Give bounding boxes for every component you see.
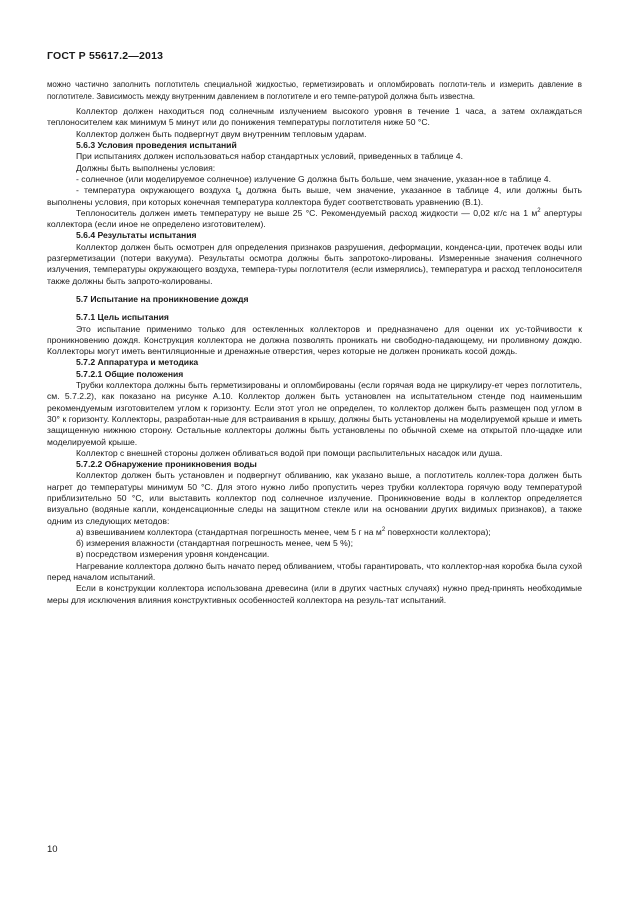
paragraph: Коллектор с внешней стороны должен обливаться водой при помощи распылительных насадок или душа. — [76, 447, 503, 458]
paragraph: - солнечное (или моделируемое солнечное) излучение G должна быть больше, чем значение, указан-ное в таблице 4. — [76, 173, 551, 184]
text-run: - температура окружающего воздуха t — [76, 185, 239, 196]
list-item: в) посредством измерения уровня конденсации. — [76, 549, 270, 560]
paragraph: При испытаниях должен использоваться набор стандартных условий, приведенных в таблице 4. — [76, 151, 463, 162]
paragraph: Коллектор должен быть осмотрен для определения признаков разрушения, деформации, конденса-ции, протечек воды или разгерметизации (потери вакуума). Результаты осмотра должны быть запротоко-лированы. Измеренные значения солнечного излучения, температуры окружающего воздуха, темпера-туры поглотителя (если измерялись), температура и расход теплоносителя также должны быть запрото-колированы. — [47, 241, 582, 286]
superscript: 2 — [381, 526, 386, 533]
document-header: ГОСТ Р 55617.2—2013 — [47, 50, 164, 62]
subscript: a — [238, 191, 242, 198]
page-number: 10 — [47, 844, 58, 855]
text-run: а) взвешиванием коллектора (стандартная погрешность менее, чем 5 г на м — [76, 526, 382, 537]
section-heading: 5.7.2.2 Обнаружение проникновения воды — [76, 459, 257, 470]
paragraph — [47, 208, 582, 231]
section-heading: 5.7 Испытание на проникновение дождя — [76, 293, 249, 304]
paragraph: Коллектор должен находиться под солнечным излучением высокого уровня в течение 1 часа, а затем охлаждаться теплоносителем как минимум 5 минут или до понижения температуры поглотителя ниже 50 °С. — [47, 106, 582, 128]
text-run: Теплоноситель должен иметь температуру не выше 25 °С. Рекомендуемый расход жидкости — 0,02 кг/с на 1 м — [76, 207, 538, 218]
section-heading: 5.6.4 Результаты испытания — [76, 230, 197, 241]
section-heading: 5.7.1 Цель испытания — [76, 312, 169, 323]
text-run: поверхности коллектора); — [385, 526, 491, 537]
text-run: должна быть выше, чем значение, указанное в таблице 4, или должны быть выполнены условия, при которых конечная температура коллектора будет соответствовать уравнению (В.1). — [47, 185, 582, 207]
paragraph: Должны быть выполнены условия: — [76, 162, 216, 173]
paragraph: Нагревание коллектора должно быть начато перед обливанием, чтобы гарантировать, что коллектор-ная коробка была сухой перед началом испытаний. — [47, 560, 582, 583]
paragraph: Если в конструкции коллектора использована древесина (или в других частных случаях) нужно пред-принять необходимые меры для исключения влияния конструктивных особенностей коллектора на резуль-тат испытаний. — [47, 583, 582, 605]
section-heading: 5.7.2.1 Общие положения — [76, 368, 184, 379]
paragraph: Это испытание применимо только для остекленных коллекторов и предназначено для оценки их ус-тойчивости к проникновению дождя. Конструкция коллектора не должна позволять проникать ни свободно-падающему, ни проливному дождю. Коллекторы могут иметь вентиляционные и дренажные отверстия, через которые не должен проникать косой дождь. — [47, 323, 582, 357]
document-body — [47, 79, 582, 606]
paragraph: Коллектор должен быть установлен и подвергнут обливанию, как указано выше, а поглотитель коллек-тора должен быть нагрет до температуры минимум 50 °С. Для этого нужно либо пропустить через трубки коллектора горячую воду температурой приблизительно 50 °С, или выставить коллектор под солнечное излучение. Проникновение воды в коллектор определяется визуально (водяные капли, конденсационные следы на защитном стекле или на основании других видимых признаков), а также одним из следующих методов: — [47, 470, 582, 526]
list-item — [47, 527, 582, 538]
text-run: апертуры коллектора (если иное не определено изготовителем). — [47, 207, 582, 230]
section-heading: 5.6.3 Условия проведения испытаний — [76, 140, 237, 151]
paragraph — [47, 185, 582, 208]
paragraph: Коллектор должен быть подвергнут двум внутренним тепловым ударам. — [76, 128, 367, 139]
list-item: б) измерения влажности (стандартная погрешность менее, чем 5 %); — [76, 538, 354, 549]
paragraph: можно частично заполнить поглотитель специальной жидкостью, герметизировать и опломбировать поглоти-тель и измерить давление в поглотителе. Зависимость между внутренним давлением в поглотителе и его темпе-ратурой должна быть известна. — [47, 80, 582, 101]
paragraph: Трубки коллектора должны быть герметизированы и опломбированы (если горячая вода не циркулиру-ет через поглотитель, см. 5.7.2.2), как показано на рисунке А.10. Коллектор должен быть установлен на испытательном стенде под наименьшим рекомендуемым изготовителем углом к горизонту. Если этот угол не определен, то коллектор должен быть размещен под углом в 30° к горизонту. Коллекторы, разработан-ные для встраивания в крышу, должны быть установлены на моделируемой крыше и иметь защищенную нижнюю сторону. Остальные коллекторы должны быть установлены по обычной схеме на открытой пло-щадке или моделируемой крыше. — [47, 380, 582, 447]
section-heading: 5.7.2 Аппаратура и методика — [76, 357, 199, 368]
superscript: 2 — [537, 207, 541, 214]
